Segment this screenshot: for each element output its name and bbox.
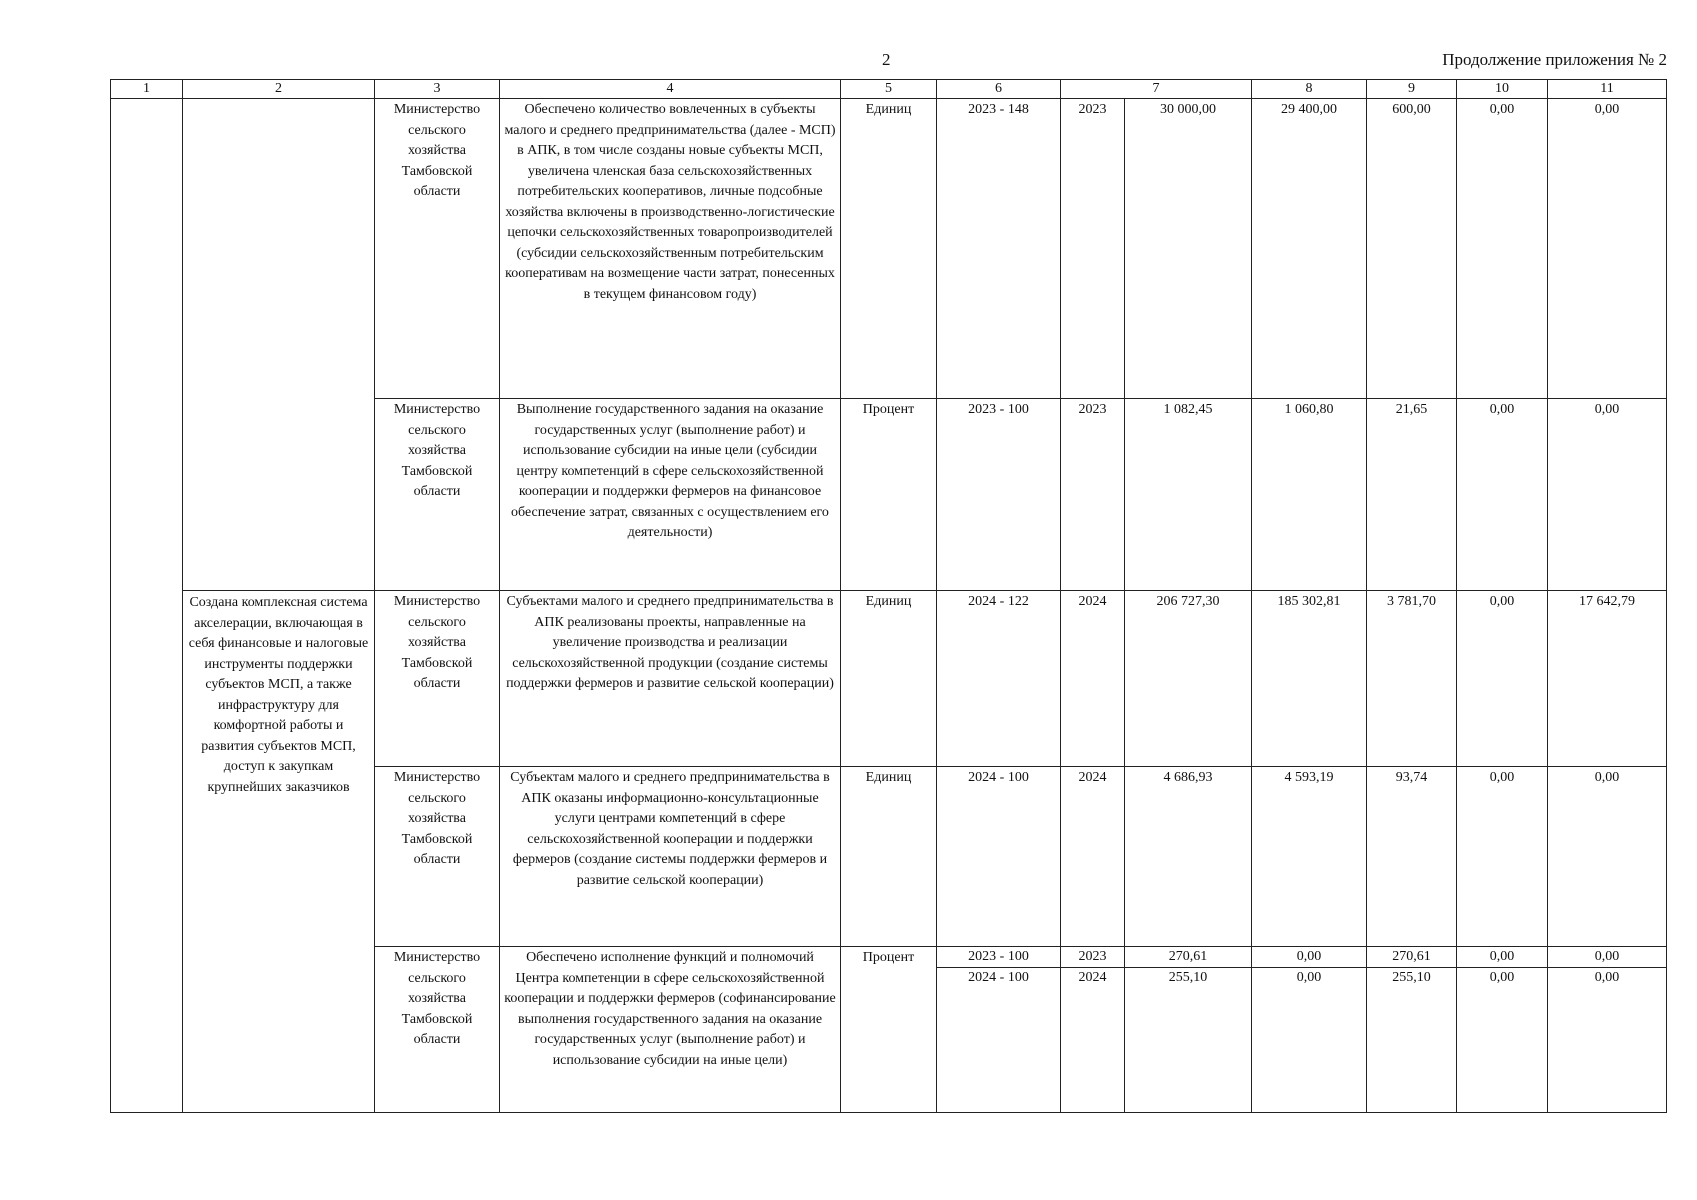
- description-cell: Субъектами малого и среднего предпринимательства в АПК реализованы проекты, направленные на увеличение производства и реализации сельскохозяйственной продукции (создание системы поддержки фермеров и развитие сельской кооперации): [500, 591, 841, 767]
- table-row: [111, 591, 1667, 767]
- federal-cell: 185 302,81: [1252, 591, 1367, 767]
- column-header-9: 9: [1367, 80, 1457, 99]
- target-cell: 2024 - 122: [937, 591, 1061, 767]
- budget-table: [110, 79, 1667, 1113]
- local-cell: 0,00: [1457, 99, 1548, 399]
- local-cell: 0,00: [1457, 399, 1548, 591]
- target-2023: 2023 - 100: [937, 947, 1060, 968]
- local-cell: [1457, 947, 1548, 1113]
- target-cell: [937, 947, 1061, 1113]
- column-header-5: 5: [841, 80, 937, 99]
- column-header-6: 6: [937, 80, 1061, 99]
- description-cell: Обеспечено исполнение функций и полномочий Центра компетенции в сфере сельскохозяйственной кооперации и поддержки фермеров (софинансирование выполнения государственного задания на оказание государственных услуг (выполнение работ) и использование субсидии на иные цели): [500, 947, 841, 1113]
- year-2024: 2024: [1078, 970, 1107, 985]
- unit-cell: Единиц: [841, 591, 937, 767]
- extra-2023: 0,00: [1548, 947, 1666, 968]
- local-cell: 0,00: [1457, 767, 1548, 947]
- federal-2024: 0,00: [1296, 970, 1322, 985]
- federal-2023: 0,00: [1252, 947, 1366, 968]
- column-header-10: 10: [1457, 80, 1548, 99]
- federal-cell: 1 060,80: [1252, 399, 1367, 591]
- col1-cell: [111, 99, 183, 1113]
- column-header-2: 2: [183, 80, 375, 99]
- column-header-7: 7: [1061, 80, 1252, 99]
- total-cell: [1125, 947, 1252, 1113]
- description-cell: Субъектам малого и среднего предпринимательства в АПК оказаны информационно-консультационные услуги центрами компетенций в сфере сельскохозяйственной кооперации и поддержки фермеров (создание системы поддержки фермеров и развитие сельской кооперации): [500, 767, 841, 947]
- unit-cell: Единиц: [841, 99, 937, 399]
- year-cell: 2024: [1061, 767, 1125, 947]
- extra-cell: 0,00: [1548, 767, 1667, 947]
- executor-cell: Министерство сельского хозяйства Тамбовской области: [375, 591, 500, 767]
- description-cell: Обеспечено количество вовлеченных в субъекты малого и среднего предпринимательства (далее - МСП) в АПК, в том числе созданы новые субъекты МСП, увеличена членская база сельскохозяйственных потребительских кооперативов, личные подсобные хозяйства включены в производственно-логистические цепочки сельскохозяйственных товаропроизводителей (субсидии сельскохозяйственным потребительским кооперативам на возмещение части затрат, понесенных в текущем финансовом году): [500, 99, 841, 399]
- column-header-3: 3: [375, 80, 500, 99]
- page-number: 2: [882, 50, 891, 69]
- executor-cell: Министерство сельского хозяйства Тамбовской области: [375, 99, 500, 399]
- regional-cell: 600,00: [1367, 99, 1457, 399]
- regional-cell: [1367, 947, 1457, 1113]
- regional-cell: 21,65: [1367, 399, 1457, 591]
- executor-cell: Министерство сельского хозяйства Тамбовской области: [375, 947, 500, 1113]
- extra-cell: 0,00: [1548, 99, 1667, 399]
- regional-2023: 270,61: [1367, 947, 1456, 968]
- year-cell: 2023: [1061, 99, 1125, 399]
- column-number-row: [111, 80, 1667, 99]
- col2-empty-cell: [183, 99, 375, 591]
- target-cell: 2023 - 148: [937, 99, 1061, 399]
- unit-cell: Процент: [841, 399, 937, 591]
- local-2024: 0,00: [1489, 970, 1515, 985]
- total-cell: 206 727,30: [1125, 591, 1252, 767]
- local-cell: 0,00: [1457, 591, 1548, 767]
- extra-cell: 17 642,79: [1548, 591, 1667, 767]
- regional-2024: 255,10: [1392, 970, 1431, 985]
- table-row: [111, 99, 1667, 399]
- year-cell: 2023: [1061, 399, 1125, 591]
- column-header-8: 8: [1252, 80, 1367, 99]
- column-header-4: 4: [500, 80, 841, 99]
- local-2023: 0,00: [1457, 947, 1547, 968]
- unit-cell: Единиц: [841, 767, 937, 947]
- unit-cell: Процент: [841, 947, 937, 1113]
- total-cell: 4 686,93: [1125, 767, 1252, 947]
- federal-cell: 29 400,00: [1252, 99, 1367, 399]
- extra-cell: [1548, 947, 1667, 1113]
- total-2023: 270,61: [1125, 947, 1251, 968]
- executor-cell: Министерство сельского хозяйства Тамбовской области: [375, 399, 500, 591]
- target-2024: 2024 - 100: [968, 970, 1029, 985]
- federal-cell: [1252, 947, 1367, 1113]
- continuation-caption: Продолжение приложения № 2: [1442, 50, 1667, 69]
- total-2024: 255,10: [1168, 970, 1208, 985]
- extra-2024: 0,00: [1594, 970, 1620, 985]
- target-cell: 2023 - 100: [937, 399, 1061, 591]
- year-cell: 2024: [1061, 591, 1125, 767]
- target-cell: 2024 - 100: [937, 767, 1061, 947]
- column-header-11: 11: [1548, 80, 1667, 99]
- total-cell: 1 082,45: [1125, 399, 1252, 591]
- regional-cell: 93,74: [1367, 767, 1457, 947]
- description-cell: Выполнение государственного задания на оказание государственных услуг (выполнение работ) и использование субсидии на иные цели (субсидии центру компетенций в сфере сельскохозяйственной кооперации и поддержки фермеров на финансовое обеспечение затрат, связанных с осуществлением его деятельности): [500, 399, 841, 591]
- executor-cell: Министерство сельского хозяйства Тамбовской области: [375, 767, 500, 947]
- result-cell: Создана комплексная система акселерации, включающая в себя финансовые и налоговые инструменты поддержки субъектов МСП, а также инфраструктуру для комфортной работы и развития субъектов МСП, доступ к закупкам крупнейших заказчиков: [183, 591, 375, 1113]
- column-header-1: 1: [111, 80, 183, 99]
- year-2023: 2023: [1061, 947, 1124, 968]
- federal-cell: 4 593,19: [1252, 767, 1367, 947]
- year-cell: [1061, 947, 1125, 1113]
- extra-cell: 0,00: [1548, 399, 1667, 591]
- total-cell: 30 000,00: [1125, 99, 1252, 399]
- regional-cell: 3 781,70: [1367, 591, 1457, 767]
